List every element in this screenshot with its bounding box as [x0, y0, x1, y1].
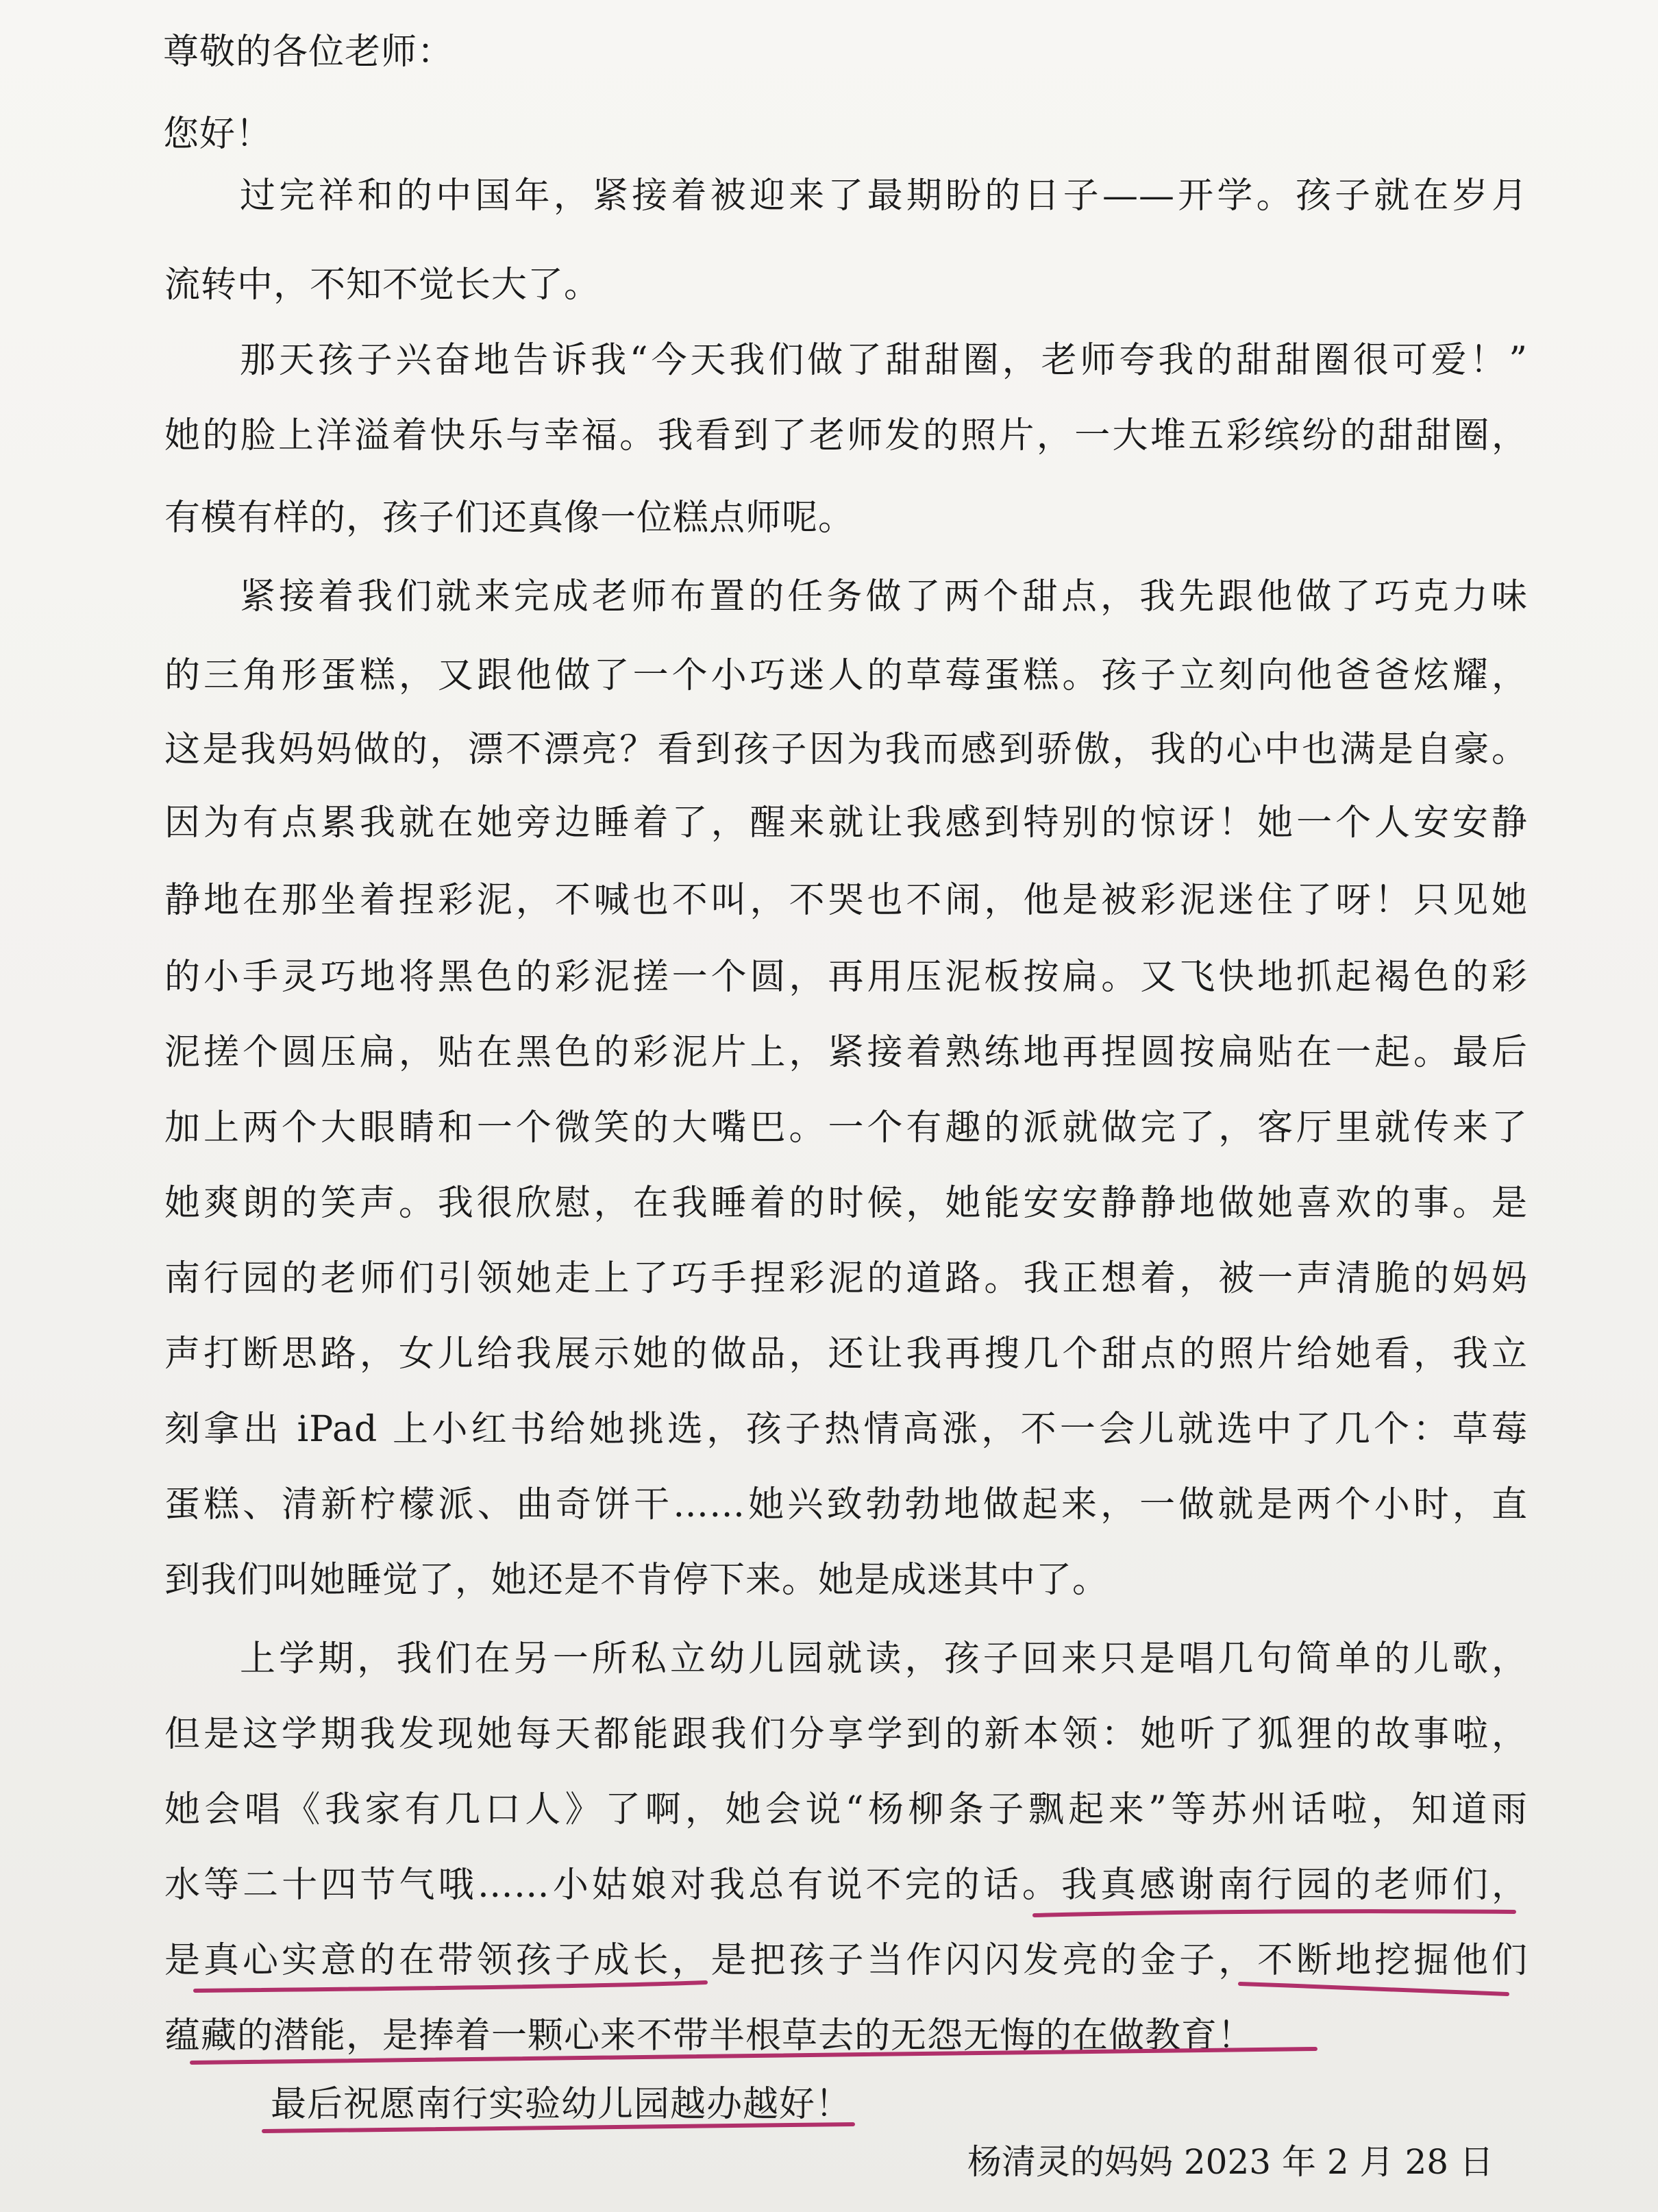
- paragraph-line: 蕴藏的潜能，是捧着一颗心来不带半根草去的无怨无悔的在做教育！: [164, 2015, 1254, 2056]
- paragraph-line: 到我们叫她睡觉了，她还是不肯停下来。她是成迷其中了。: [164, 1560, 1109, 1601]
- paragraph-line: 南行园的老师们引领她走上了巧手捏彩泥的道路。我正想着，被一声清脆的妈妈: [164, 1258, 1528, 1299]
- paragraph-line: 那天孩子兴奋地告诉我“今天我们做了甜甜圈，老师夸我的甜甜圈很可爱！”: [240, 340, 1528, 381]
- paragraph-line: 上学期，我们在另一所私立幼儿园就读，孩子回来只是唱几句简单的儿歌，: [240, 1638, 1528, 1680]
- paragraph-line: 过完祥和的中国年，紧接着被迎来了最期盼的日子——开学。孩子就在岁月: [240, 175, 1528, 217]
- hello-line: 您好！: [163, 114, 273, 155]
- closing-wish: 最后祝愿南行实验幼儿园越办越好！: [271, 2084, 852, 2125]
- paragraph-line: 声打断思路，女儿给我展示她的做品，还让我再搜几个甜点的照片给她看，我立: [164, 1334, 1528, 1375]
- paragraph-line: 是真心实意的在带领孩子成长，是把孩子当作闪闪发亮的金子，不断地挖掘他们: [164, 1940, 1528, 1981]
- greeting: 尊敬的各位老师：: [163, 32, 454, 73]
- paragraph-line: 蛋糕、清新柠檬派、曲奇饼干……她兴致勃勃地做起来，一做就是两个小时，直: [164, 1484, 1528, 1525]
- paragraph-line: 的三角形蛋糕，又跟他做了一个小巧迷人的草莓蛋糕。孩子立刻向他爸爸炫耀，: [164, 655, 1528, 696]
- paragraph-line: 静地在那坐着捏彩泥，不喊也不叫，不哭也不闹，他是被彩泥迷住了呀！只见她: [164, 880, 1528, 921]
- paragraph-line: 她爽朗的笑声。我很欣慰，在我睡着的时候，她能安安静静地做她喜欢的事。是: [164, 1183, 1528, 1224]
- paragraph-line: 泥搓个圆压扁，贴在黑色的彩泥片上，紧接着熟练地再捏圆按扁贴在一起。最后: [164, 1032, 1528, 1073]
- paragraph-line: 这是我妈妈做的，漂不漂亮？看到孩子因为我而感到骄傲，我的心中也满是自豪。: [164, 729, 1528, 770]
- paragraph-line: 有模有样的，孩子们还真像一位糕点师呢。: [164, 497, 855, 539]
- paragraph-line: 因为有点累我就在她旁边睡着了，醒来就让我感到特别的惊讶！她一个人安安静: [164, 802, 1528, 844]
- signature: 杨清灵的妈妈 2023 年 2 月 28 日: [967, 2142, 1494, 2182]
- paragraph-line: 流转中，不知不觉长大了。: [164, 265, 601, 306]
- paragraph-line: 但是这学期我发现她每天都能跟我们分享学到的新本领：她听了狐狸的故事啦，: [164, 1714, 1528, 1755]
- paragraph-line: 的小手灵巧地将黑色的彩泥搓一个圆，再用压泥板按扁。又飞快地抓起褐色的彩: [164, 957, 1528, 998]
- paragraph-line: 刻拿出 iPad 上小红书给她挑选，孩子热情高涨，不一会儿就选中了几个：草莓: [164, 1409, 1528, 1450]
- paragraph-line: 她的脸上洋溢着快乐与幸福。我看到了老师发的照片，一大堆五彩缤纷的甜甜圈，: [164, 415, 1528, 456]
- paragraph-line: 加上两个大眼睛和一个微笑的大嘴巴。一个有趣的派就做完了，客厅里就传来了: [164, 1107, 1528, 1148]
- pen-underline: [195, 1982, 706, 1991]
- paragraph-line: 她会唱《我家有几口人》了啊，她会说“杨柳条子飘起来”等苏州话啦，知道雨: [164, 1789, 1528, 1830]
- pen-underline: [1240, 1984, 1507, 1994]
- pen-underline: [1035, 1911, 1514, 1915]
- pen-underline: [264, 2124, 853, 2131]
- paragraph-line: 水等二十四节气哦……小姑娘对我总有说不完的话。我真感谢南行园的老师们，: [164, 1865, 1528, 1906]
- paragraph-line: 紧接着我们就来完成老师布置的任务做了两个甜点，我先跟他做了巧克力味: [240, 576, 1528, 617]
